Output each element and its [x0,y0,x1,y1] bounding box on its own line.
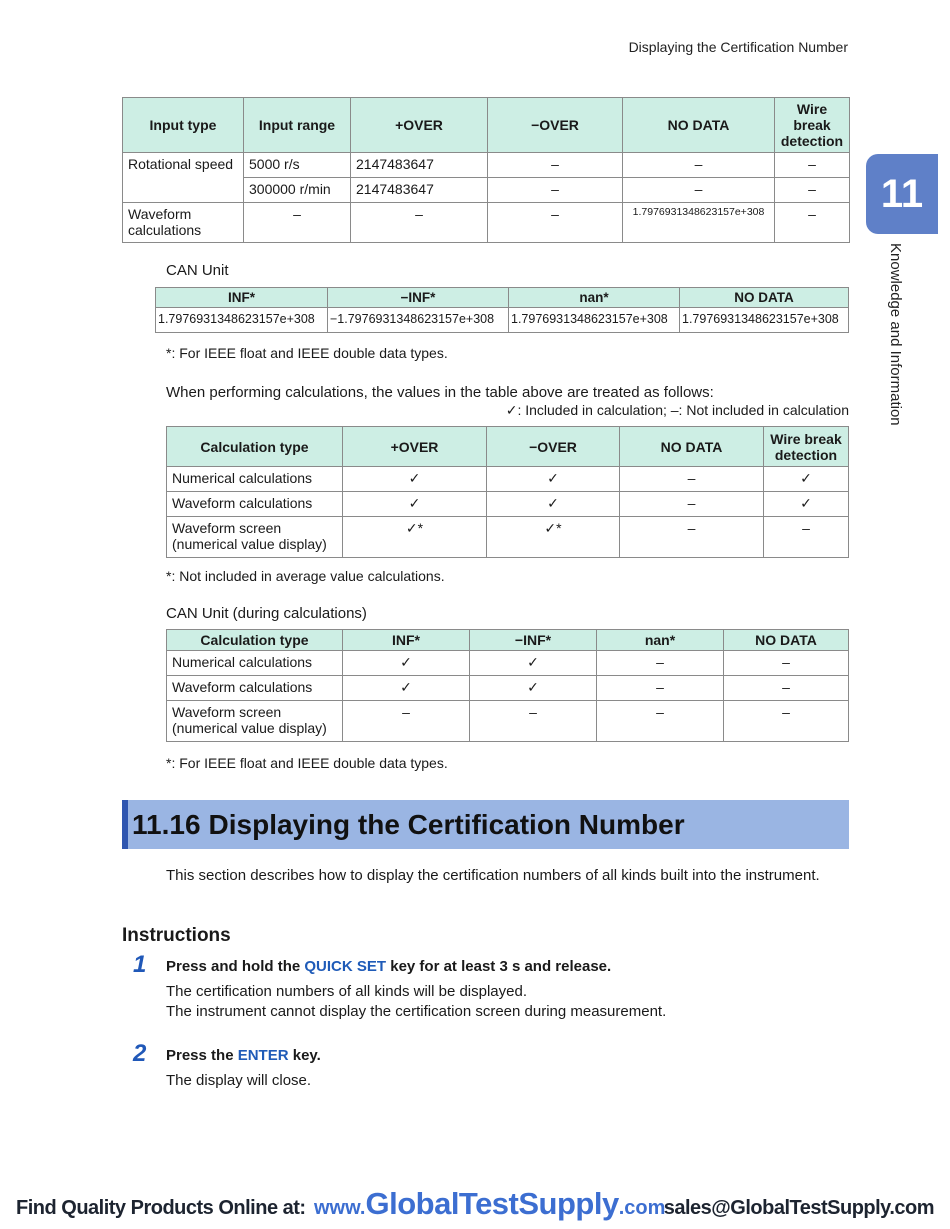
calc-type-table [166,426,849,558]
can-unit-table [155,287,849,333]
table-cell: ✓ [487,492,620,517]
table-cell: ✓* [487,517,620,558]
table-header: Calculation type [167,630,343,651]
table-cell: – [597,676,724,701]
step-description: The instrument cannot display the certification screen during measurement. [166,1003,667,1020]
table-row [167,492,849,517]
footer-website-link[interactable] [314,1186,665,1222]
table-cell: ✓ [764,492,849,517]
table-cell: 2147483647 [351,153,488,178]
table-cell: 2147483647 [351,178,488,203]
table-cell: ✓ [343,467,487,492]
table-cell: Waveform calculations [167,492,343,517]
can-unit-heading: CAN Unit [166,262,229,279]
table-row [123,153,850,178]
table-header: Calculation type [167,427,343,467]
table-header: Wire break detection [775,98,850,153]
table-header: INF* [343,630,470,651]
running-header: Displaying the Certification Number [628,39,848,55]
chapter-tab: 11 [866,154,938,234]
table-row [156,308,849,333]
table-cell: −1.7976931348623157e+308 [328,308,509,333]
table-cell: Waveform calculations [123,203,244,243]
table-row [167,676,849,701]
can-calc-table [166,629,849,742]
calc-legend: ✓: Included in calculation; –: Not included in calculation [505,402,849,418]
table-row [167,701,849,742]
table-row [167,467,849,492]
table-cell: – [620,492,764,517]
table-cell: – [244,203,351,243]
table-cell: – [597,651,724,676]
step-title [166,1047,321,1064]
table-cell: 1.7976931348623157e+308 [623,203,775,243]
table-row [167,517,849,558]
table-cell: – [620,467,764,492]
section-intro: This section describes how to display the certification numbers of all kinds built into the instrument. [166,867,820,884]
table-cell: – [351,203,488,243]
table-cell: – [623,153,775,178]
table-cell: ✓ [764,467,849,492]
key-name: ENTER [237,1047,289,1064]
instructions-heading: Instructions [122,925,231,946]
table-header: NO DATA [680,288,849,308]
section-heading [122,800,849,849]
step-text: key. [288,1047,321,1064]
table-cell: – [620,517,764,558]
table-cell: Numerical calculations [167,467,343,492]
input-range-table [122,97,850,243]
step-number: 1 [133,951,147,978]
table-cell: – [488,203,623,243]
table-header: NO DATA [623,98,775,153]
table-cell: ✓ [470,676,597,701]
table-header: Input range [244,98,351,153]
table-row [123,203,850,243]
table-cell: ✓* [343,517,487,558]
section-title: Displaying the Certification Number [208,808,685,840]
table-cell: ✓ [487,467,620,492]
table-header: NO DATA [724,630,849,651]
footer-url-www: www. [314,1197,366,1219]
table-cell: – [764,517,849,558]
footer-url-com: .com [618,1197,666,1219]
table-cell: – [343,701,470,742]
table-cell: – [775,178,850,203]
step-description: The display will close. [166,1072,312,1089]
table-cell: Waveform screen (numerical value display) [167,701,343,742]
table-header: nan* [597,630,724,651]
table-row [167,651,849,676]
table-cell: – [597,701,724,742]
table-header: INF* [156,288,328,308]
chapter-side-title: Knowledge and Information [887,243,904,426]
table-cell: 1.7976931348623157e+308 [509,308,680,333]
table-cell: – [724,651,849,676]
step-text: key for at least 3 s and release. [386,958,612,975]
table-cell: – [623,178,775,203]
table-cell: Numerical calculations [167,651,343,676]
table-cell: Waveform calculations [167,676,343,701]
step-description: The certification numbers of all kinds will be displayed. [166,983,528,1000]
table-cell: Waveform screen (numerical value display) [167,517,343,558]
step-number: 2 [133,1040,147,1067]
table-cell: – [775,203,850,243]
key-name: QUICK SET [304,958,387,975]
table-header: −INF* [470,630,597,651]
table-cell: 300000 r/min [244,178,351,203]
table-header: −OVER [488,98,623,153]
table-header: Input type [123,98,244,153]
table-cell: ✓ [343,651,470,676]
table-cell: 1.7976931348623157e+308 [156,308,328,333]
can-calc-heading: CAN Unit (during calculations) [166,605,367,622]
table-cell: – [470,701,597,742]
table-header: NO DATA [620,427,764,467]
footer-email-link[interactable]: sales@GlobalTestSupply.com [663,1197,934,1219]
table-cell: 1.7976931348623157e+308 [680,308,849,333]
footer-url-brand: GlobalTestSupply [365,1186,619,1221]
table-cell: Rotational speed [123,153,244,203]
table-cell: – [724,701,849,742]
table-cell: ✓ [470,651,597,676]
can-calc-note: *: For IEEE float and IEEE double data types. [166,755,448,771]
table-header: Wire break detection [764,427,849,467]
calc-table-note: *: Not included in average value calculations. [166,568,445,584]
step-text: Press and hold the [166,958,305,975]
table-header: −OVER [487,427,620,467]
table-header: nan* [509,288,680,308]
table-header: +OVER [351,98,488,153]
can-unit-note: *: For IEEE float and IEEE double data types. [166,345,448,361]
table-cell: 5000 r/s [244,153,351,178]
table-cell: – [775,153,850,178]
table-cell: ✓ [343,676,470,701]
step-text: Press the [166,1047,238,1064]
table-header: +OVER [343,427,487,467]
step-title [166,958,611,975]
table-cell: ✓ [343,492,487,517]
footer-tagline: Find Quality Products Online at: [16,1197,306,1219]
section-number: 11.16 [132,808,201,840]
table-header: −INF* [328,288,509,308]
table-cell: – [488,153,623,178]
table-cell: – [488,178,623,203]
table-cell: – [724,676,849,701]
calc-intro-text: When performing calculations, the values in the table above are treated as follows: [166,384,714,401]
